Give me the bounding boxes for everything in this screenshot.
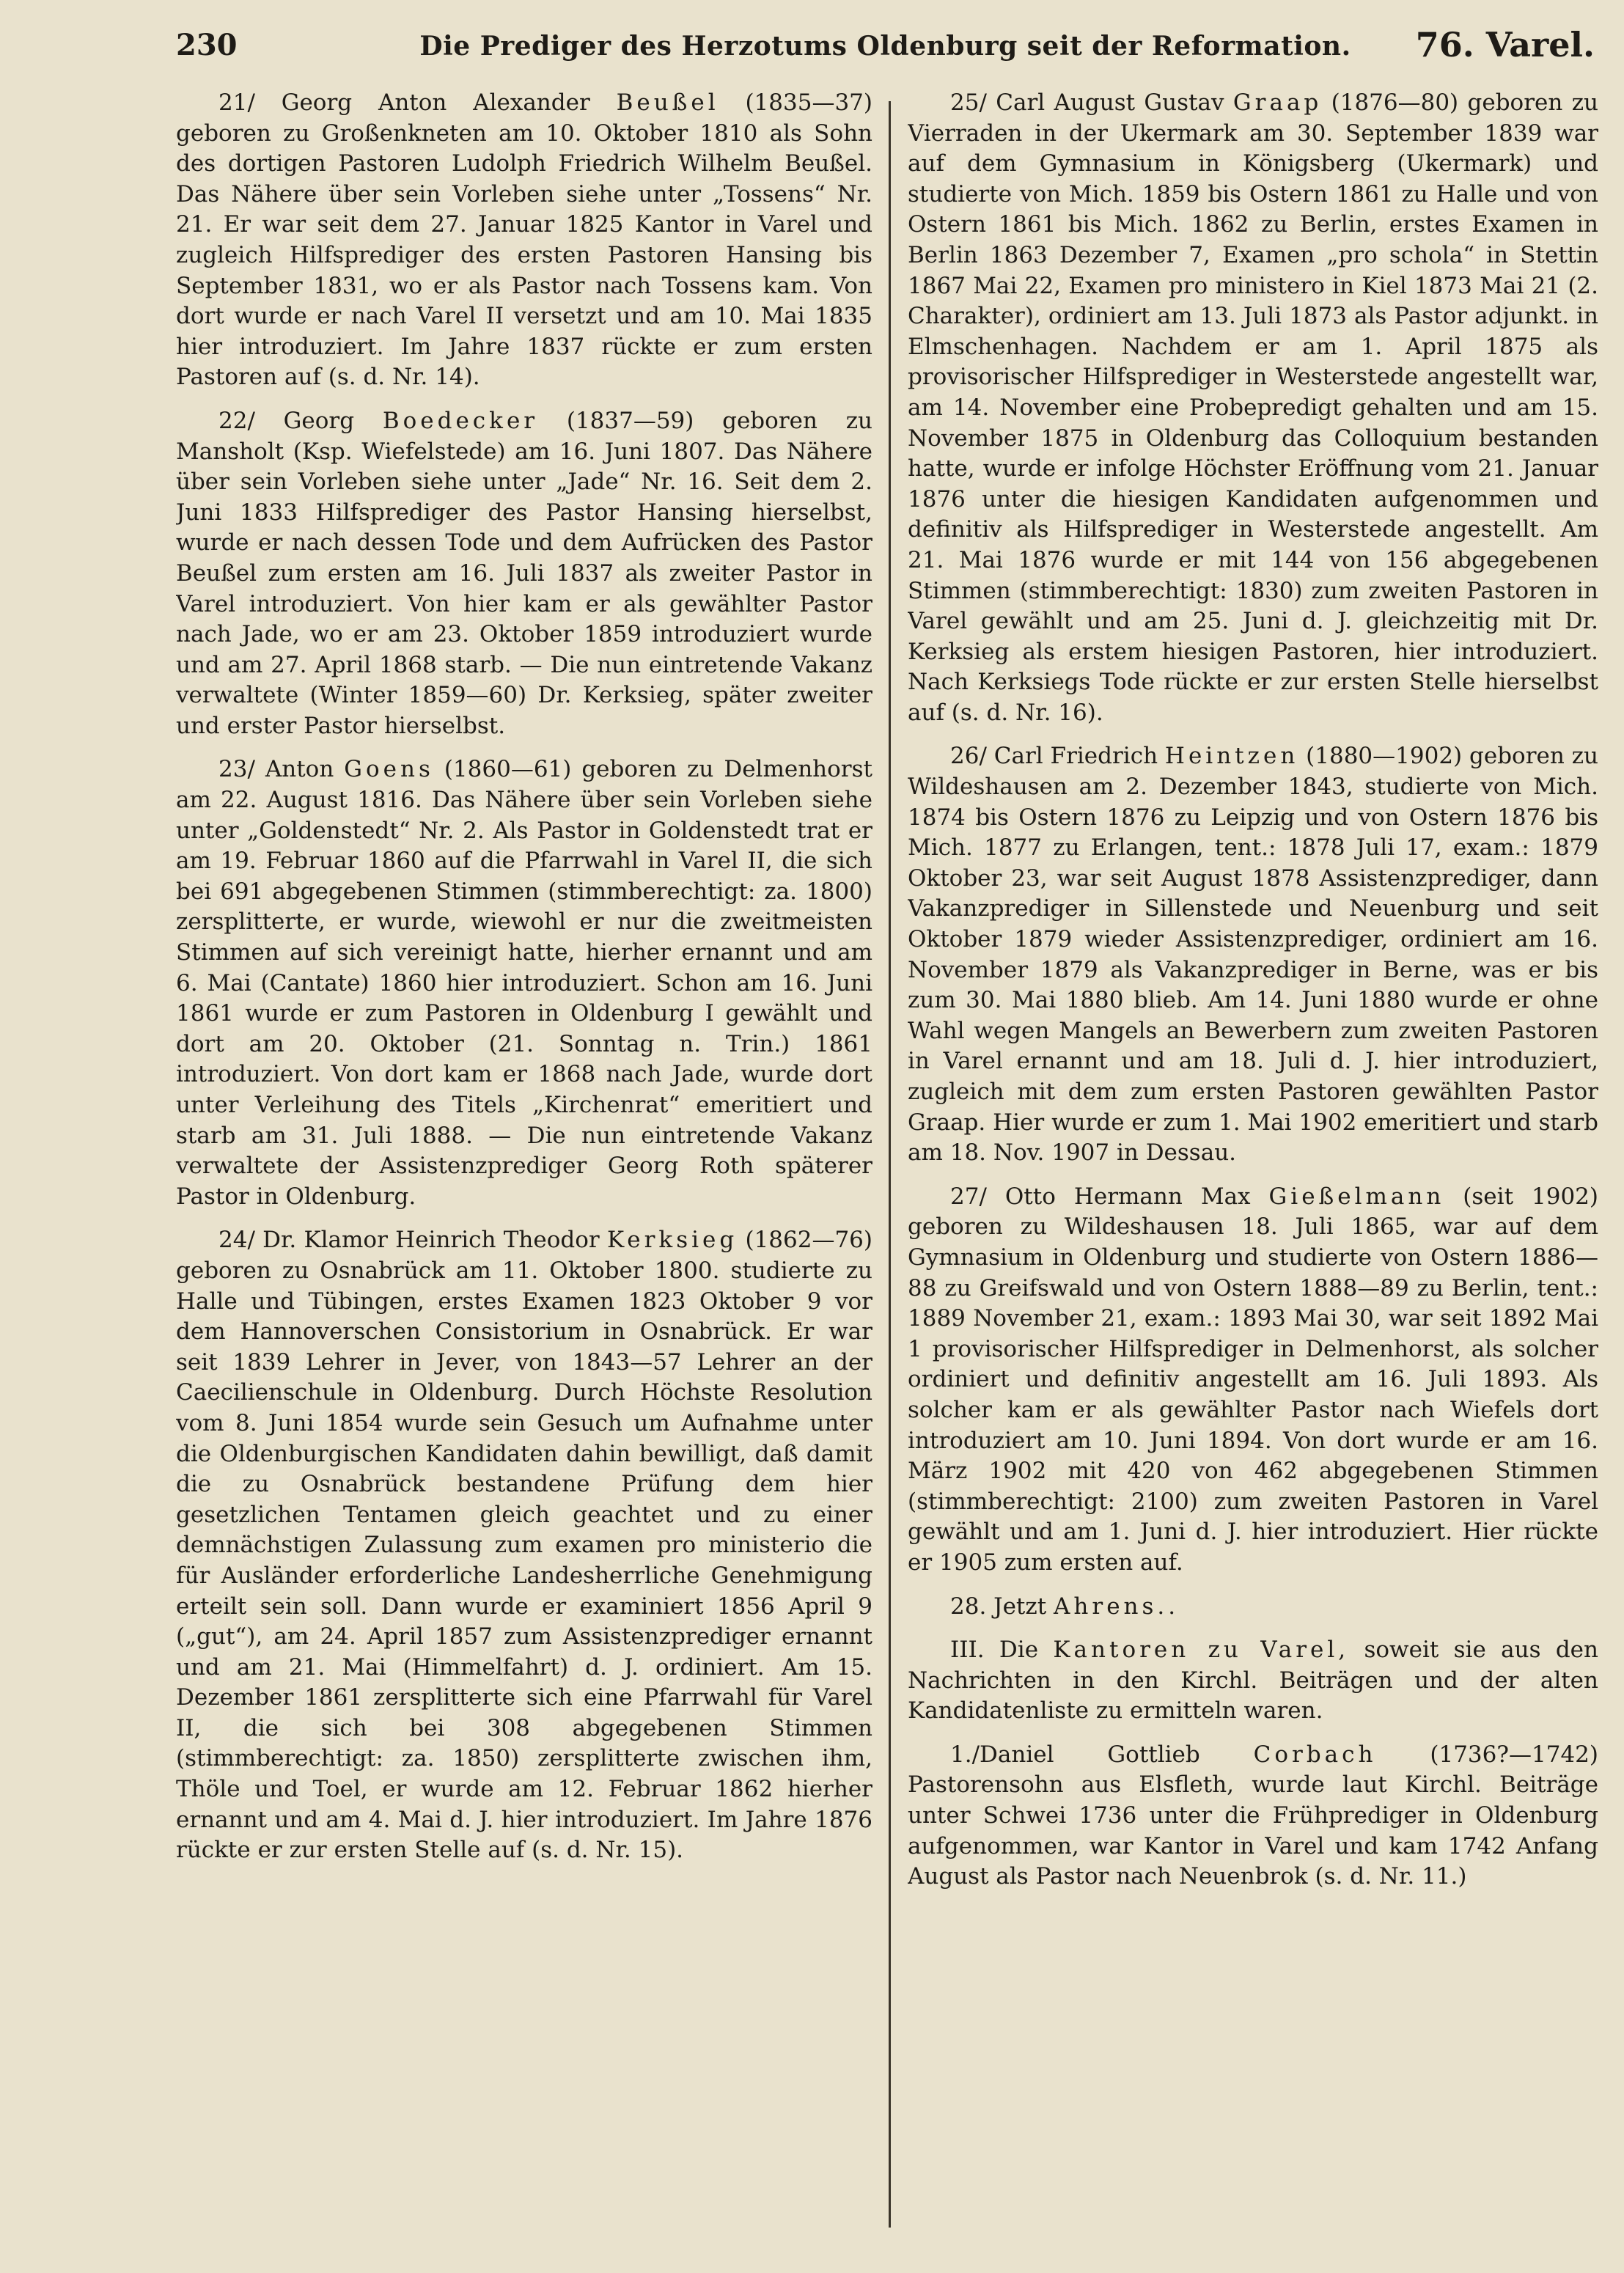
entry-lead: 22/ Georg [218,407,383,434]
entry-text: (1862—76) geboren zu Osnabrück am 11. Oktober 1800. studierte zu Halle und Tübingen, erstes Examen 1823 Oktober 9 vor dem Hannoverschen Consistorium in Osnabrück. Er war seit 1839 Lehrer in Jever, von 1843—57 Lehrer an der Caecilienschule in Oldenburg. Durch Höchste Resolution vom 8. Juni 1854 wurde sein Gesuch um Aufnahme unter die Oldenburgischen Kandidaten dahin bewilligt, daß damit die zu Osnabrück bestandene Prüfung dem hier gesetzlichen Tentamen gleich geachtet und zu einer demnächstigen Zulassung zum examen pro ministerio die für Ausländer erforderliche Landesherrliche Genehmigung erteilt sein soll. Dann wurde er examiniert 1856 April 9 („gut“), am 24. April 1857 zum Assistenzprediger ernannt und am 21. Mai (Himmelfahrt) d. J. ordiniert. Am 15. Dezember 1861 zersplitterte sich eine Pfarrwahl für Varel II, die sich bei 308 abgegebenen Stimmen (stimmberechtigt: za. 1850) zersplitterte zwischen ihm, Thöle und Toel, er wurde am 12. Februar 1862 hierher ernannt und am 4. Mai d. J. hier introduziert. Im Jahre 1876 rückte er zur ersten Stelle auf (s. d. Nr. 15). [176,1227,872,1864]
entry-text: (seit 1902) geboren zu Wildeshausen 18. Juli 1865, war auf dem Gymnasium in Oldenburg und studierte von Ostern 1886—88 zu Greifswald und von Ostern 1888—89 zu Berlin, tent.: 1889 November 21, exam.: 1893 Mai 30, war seit 1892 Mai 1 provisorischer Hilfsprediger in Delmenhorst, als solcher ordiniert und definitiv angestellt am 16. Juli 1893. Als solcher kam er als gewählter Pastor nach Wiefels dort introduziert am 10. Juni 1894. Von dort wurde er am 16. März 1902 mit 420 von 462 abgegebenen Stimmen (stimmberechtigt: 2100) zum zweiten Pastoren in Varel gewählt und am 1. Juni d. J. hier introduziert. Hier rückte er 1905 zum ersten auf. [908,1183,1598,1576]
entry-text: (1736?—1742) Pastorensohn aus Elsfleth, wurde laut Kirchl. Beiträge unter Schwei 1736 unter die Frühprediger in Oldenburg aufgenommen, war Kantor in Varel und kam 1742 Anfang August als Pastor nach Neuenbrok (s. d. Nr. 11.) [908,1741,1598,1890]
section-title: Kantoren zu Varel, [1053,1637,1350,1664]
entry-surname: Beußel [616,89,719,116]
section-heading-kantoren [908,1635,1598,1727]
column-divider [889,101,891,2228]
entry-24 [176,1225,872,1865]
section-label: 76. Varel. [1415,25,1595,65]
entry-28 [908,1592,1598,1623]
kantor-entry-1 [908,1740,1598,1892]
section-text: soweit sie aus den Nachrichten in den Kirchl. Beiträgen und der alten Kandidatenliste zu ermitteln waren. [908,1637,1598,1725]
entry-lead: 27/ Otto Hermann Max [950,1183,1269,1210]
entry-surname: Kerksieg [606,1227,738,1254]
entry-22 [176,406,872,742]
section-lead: III. Die [950,1637,1054,1664]
entry-text: (1876—80) geboren zu Vierraden in der Ukermark am 30. September 1839 war auf dem Gymnasium in Königsberg (Ukermark) und studierte von Mich. 1859 bis Ostern 1861 zu Halle und von Ostern 1861 bis Mich. 1862 zu Berlin, erstes Examen in Berlin 1863 Dezember 7, Examen „pro schola“ in Stettin 1867 Mai 22, Examen pro ministero in Kiel 1873 Mai 21 (2. Charakter), ordiniert am 13. Juli 1873 als Pastor adjunkt. in Elmschenhagen. Nachdem er am 1. April 1875 als provisorischer Hilfsprediger in Westerstede angestellt war, am 14. November eine Probepredigt gehalten und am 15. November 1875 in Oldenburg das Colloquium bestanden hatte, wurde er infolge Höchster Eröffnung vom 21. Januar 1876 unter die hiesigen Kandidaten aufgenommen und definitiv als Hilfsprediger in Westerstede angestellt. Am 21. Mai 1876 wurde er mit 144 von 156 abgegebenen Stimmen (stimmberechtigt: 1830) zum zweiten Pastoren in Varel gewählt und am 25. Juni d. J. gleichzeitig mit Dr. Kerksieg als erstem hiesigen Pastoren, hier introduziert. Nach Kerksiegs Tode rückte er zur ersten Stelle hierselbst auf (s. d. Nr. 16). [908,89,1598,726]
entry-lead: 25/ Carl August Gustav [950,89,1233,116]
entry-lead: 1./Daniel Gottlieb [950,1741,1254,1768]
entry-surname: Boedecker [382,407,539,434]
entry-text: (1880—1902) geboren zu Wildeshausen am 2. Dezember 1843, studierte von Mich. 1874 bis Ostern 1876 zu Leipzig und von Ostern 1876 bis Mich. 1877 zu Erlangen, tent.: 1878 Juli 17, exam.: 1879 Oktober 23, war seit August 1878 Assistenzprediger, dann Vakanzprediger in Sillenstede und Neuenburg und seit Oktober 1879 wieder Assistenzprediger, ordiniert am 16. November 1879 als Vakanzprediger in Berne, was er bis zum 30. Mai 1880 blieb. Am 14. Juni 1880 wurde er ohne Wahl wegen Mangels an Bewerbern zum zweiten Pastoren in Varel ernannt und am 18. Juli d. J. hier introduziert, zugleich mit dem zum ersten Pastoren gewählten Pastor Graap. Hier wurde er zum 1. Mai 1902 emeritiert und starb am 18. Nov. 1907 in Dessau. [908,743,1598,1167]
entry-lead: 23/ Anton [218,756,345,783]
running-header [176,22,1595,73]
left-column [176,88,872,2244]
entry-27 [908,1182,1598,1579]
entry-text: (1860—61) geboren zu Delmenhorst am 22. August 1816. Das Nähere über sein Vorleben siehe unter „Goldenstedt“ Nr. 2. Als Pastor in Goldenstedt trat er am 19. Februar 1860 auf die Pfarrwahl in Varel II, die sich bei 691 abgegebenen Stimmen (stimmberechtigt: za. 1800) zersplitterte, er wurde, wiewohl er nur die zweitmeisten Stimmen auf sich vereinigt hatte, hierher ernannt und am 6. Mai (Cantate) 1860 hier introduziert. Schon am 16. Juni 1861 wurde er zum Pastoren in Oldenburg I gewählt und dort am 20. Oktober (21. Sonntag n. Trin.) 1861 introduziert. Von dort kam er 1868 nach Jade, wurde dort unter Verleihung des Titels „Kirchenrat“ emeritiert und starb am 31. Juli 1888. — Die nun eintretende Vakanz verwaltete der Assistenzprediger Georg Roth späterer Pastor in Oldenburg. [176,756,872,1210]
entry-26 [908,741,1598,1168]
entry-text: (1835—37) geboren zu Großenkneten am 10. Oktober 1810 als Sohn des dortigen Pastoren Ludolph Friedrich Wilhelm Beußel. Das Nähere über sein Vorleben siehe unter „Tossens“ Nr. 21. Er war seit dem 27. Januar 1825 Kantor in Varel und zugleich Hilfsprediger des ersten Pastoren Hansing bis September 1831, wo er als Pastor nach Tossens kam. Von dort wurde er nach Varel II versetzt und am 10. Mai 1835 hier introduziert. Im Jahre 1837 rückte er zum ersten Pastoren auf (s. d. Nr. 14). [176,89,872,391]
entry-surname: Ahrens. [1054,1593,1169,1620]
entry-lead: 24/ Dr. Klamor Heinrich Theodor [218,1227,607,1254]
entry-25 [908,88,1598,728]
entry-lead: 21/ Georg Anton Alexander [218,89,617,116]
entry-text: . [1168,1593,1176,1620]
entry-surname: Corbach [1253,1741,1377,1768]
entry-surname: Goens [344,756,434,783]
right-column [908,88,1598,2244]
entry-lead: 26/ Carl Friedrich [950,743,1165,770]
entry-lead: 28. Jetzt [950,1593,1054,1620]
entry-23 [176,754,872,1212]
entry-21 [176,88,872,393]
entry-surname: Graap [1232,89,1323,116]
entry-surname: Heintzen [1164,743,1299,770]
page-number: 230 [176,28,238,62]
entry-surname: Gießelmann [1268,1183,1445,1210]
running-title: Die Prediger des Herzotums Oldenburg seit der Reformation. [419,31,1351,62]
entry-text: (1837—59) geboren zu Mansholt (Ksp. Wiefelstede) am 16. Juni 1807. Das Nähere über sein Vorleben siehe unter „Jade“ Nr. 16. Seit dem 2. Juni 1833 Hilfsprediger des Pastor Hansing hierselbst, wurde er nach dessen Tode und dem Aufrücken des Pastor Beußel zum ersten am 16. Juli 1837 als zweiter Pastor in Varel introduziert. Von hier kam er als gewählter Pastor nach Jade, wo er am 23. Oktober 1859 introduziert wurde und am 27. April 1868 starb. — Die nun eintretende Vakanz verwaltete (Winter 1859—60) Dr. Kerksieg, später zweiter und erster Pastor hierselbst. [176,407,872,739]
